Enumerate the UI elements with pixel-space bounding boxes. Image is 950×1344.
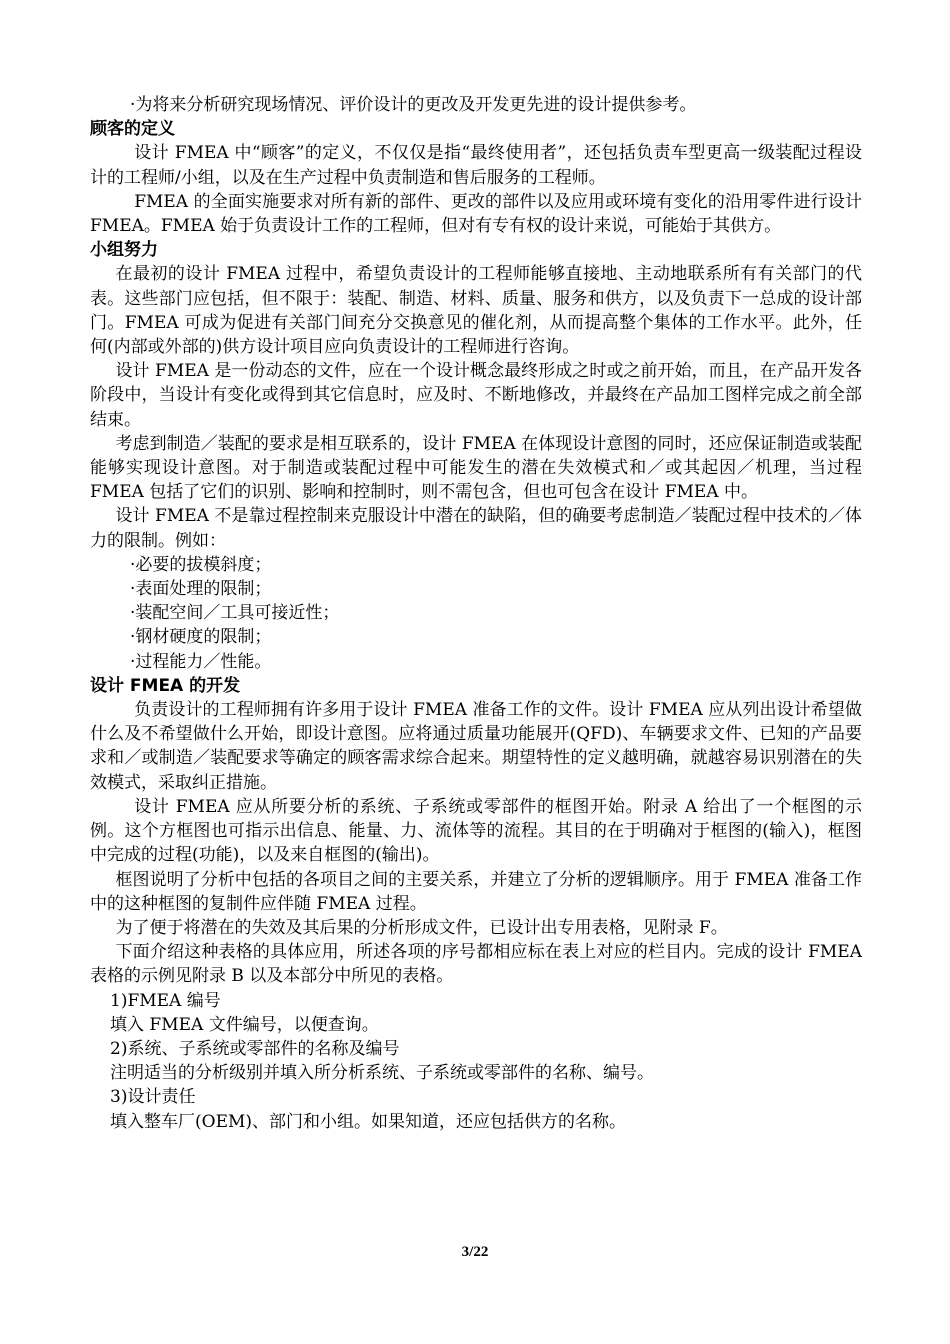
paragraph-dev-1: 负责设计的工程师拥有许多用于设计 FMEA 准备工作的文件。设计 FMEA 应从列出设计希望做什么及不希望做什么开始，即设计意图。应将通过质量功能展开(QFD)、车辆要求文件、已知的产品要求和／或制造／装配要求等确定的顾客需求综合起来。期望特性的定义越明确，就越容易识别潜在的失效模式，采取纠正措施。 [90, 700, 862, 793]
page-number: 3/22 [461, 1244, 489, 1260]
paragraph-team-3: 考虑到制造／装配的要求是相互联系的，设计 FMEA 在体现设计意图的同时，还应保证制造或装配能够实现设计意图。对于制造或装配过程中可能发生的潜在失效模式和／或其起因／机理，当过程 FMEA 包括了它们的识别、影响和控制时，则不需包含，但也可包含在设计 FMEA 中。 [90, 433, 862, 503]
item-1-title: 1)FMEA 编号 [110, 990, 221, 1011]
item-3-title: 3)设计责任 [110, 1087, 196, 1108]
paragraph-dev-3: 框图说明了分析中包括的各项目之间的主要关系，并建立了分析的逻辑顺序。用于 FMEA 准备工作中的这种框图的复制件应伴随 FMEA 过程。 [90, 869, 862, 914]
item-3-text: 填入整车厂(OEM)、部门和小组。如果知道，还应包括供方的名称。 [110, 1111, 627, 1132]
document-body [90, 93, 862, 1134]
heading-design-fmea-development: 设计 FMEA 的开发 [90, 675, 241, 696]
paragraph-dev-5: 下面介绍这种表格的具体应用，所述各项的序号都相应标在表上对应的栏目内。完成的设计 FMEA 表格的示例见附录 B 以及本部分中所见的表格。 [90, 942, 862, 987]
paragraph-team-4: 设计 FMEA 不是靠过程控制来克服设计中潜在的缺陷，但的确要考虑制造／装配过程中技术的／体力的限制。例如： [90, 506, 862, 551]
paragraph-customer-1: 设计 FMEA 中“顾客”的定义，不仅仅是指“最终使用者”，还包括负责车型更高一级装配过程设计的工程师/小组，以及在生产过程中负责制造和售后服务的工程师。 [90, 143, 862, 188]
heading-customer-definition: 顾客的定义 [90, 119, 175, 140]
bullet-item: ·必要的拔模斜度； [130, 554, 272, 575]
heading-team-effort: 小组努力 [90, 240, 158, 261]
paragraph-dev-4: 为了便于将潜在的失效及其后果的分析形成文件，已设计出专用表格，见附录 F。 [115, 917, 728, 938]
bullet-item: ·装配空间／工具可接近性； [130, 603, 340, 624]
item-1-text: 填入 FMEA 文件编号，以便查询。 [110, 1014, 379, 1035]
paragraph-customer-2: FMEA 的全面实施要求对所有新的部件、更改的部件以及应用或环境有变化的沿用零件进行设计 FMEA。FMEA 始于负责设计工作的工程师，但对有专有权的设计来说，可能始于其供方。 [90, 191, 862, 237]
bullet-item: ·过程能力／性能。 [130, 651, 272, 672]
intro-bullet: ·为将来分析研究现场情况、评价设计的更改及开发更先进的设计提供参考。 [130, 95, 697, 115]
paragraph-dev-2: 设计 FMEA 应从所要分析的系统、子系统或零部件的框图开始。附录 A 给出了一个框图的示例。这个方框图也可指示出信息、能量、力、流体等的流程。其目的在于明确对于框图的(输入)，框图中完成的过程(功能)，以及来自框图的(输出)。 [90, 796, 862, 866]
item-2-text: 注明适当的分析级别并填入所分析系统、子系统或零部件的名称、编号。 [110, 1063, 654, 1084]
bullet-item: ·钢材硬度的限制； [130, 627, 272, 648]
item-2-title: 2)系统、子系统或零部件的名称及编号 [110, 1038, 400, 1059]
paragraph-team-1: 在最初的设计 FMEA 过程中，希望负责设计的工程师能够直接地、主动地联系所有有关部门的代表。这些部门应包括，但不限于：装配、制造、材料、质量、服务和供方，以及负责下一总成的设计部门。FMEA 可成为促进有关部门间充分交换意见的催化剂，从而提高整个集体的工作水平。此外，任何(内部或外部的)供方设计项目应向负责设计的工程师进行咨询。 [90, 264, 862, 358]
paragraph-team-2: 设计 FMEA 是一份动态的文件，应在一个设计概念最终形成之时或之前开始，而且，在产品开发各阶段中，当设计有变化或得到其它信息时，应及时、不断地修改，并最终在产品加工图样完成之前全部结束。 [90, 361, 862, 430]
bullet-item: ·表面处理的限制； [130, 579, 272, 600]
